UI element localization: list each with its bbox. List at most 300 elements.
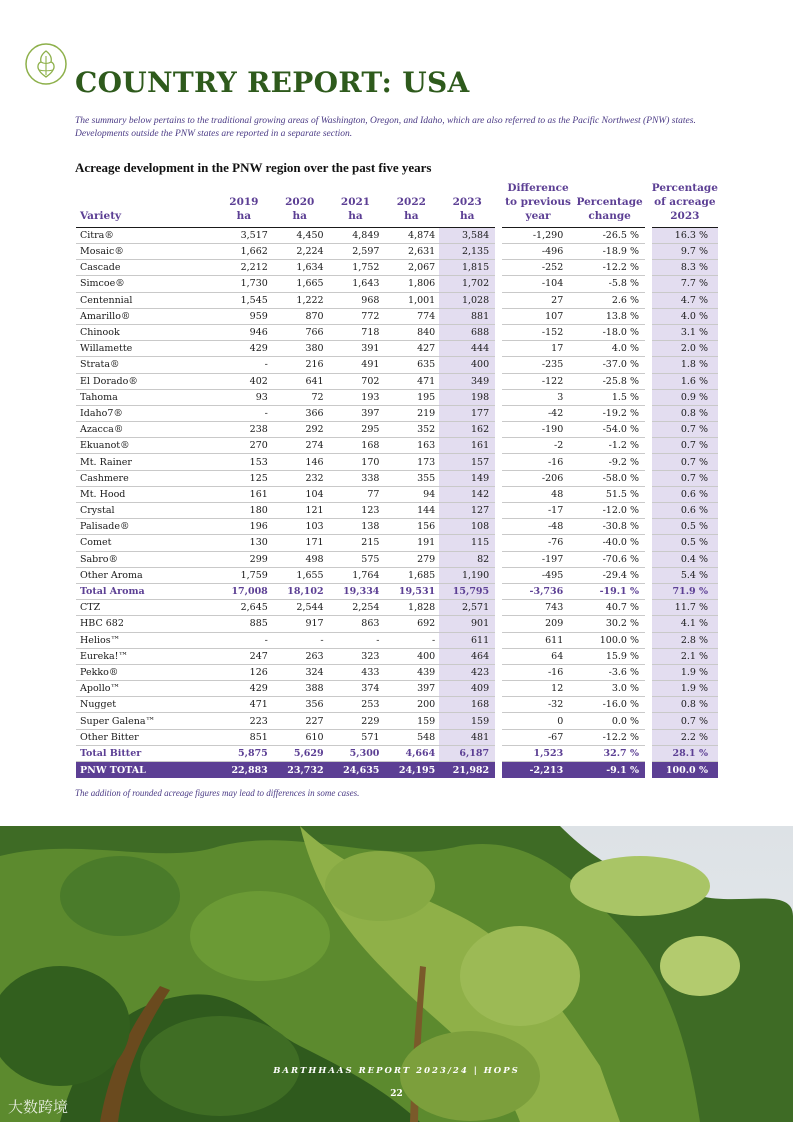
ha-2021-cell: 253 xyxy=(328,697,384,713)
ha-2020-cell: 171 xyxy=(272,535,328,551)
percentage-change-cell: 1.5 % xyxy=(574,390,645,406)
difference-cell: -197 xyxy=(502,552,574,568)
ha-2021-cell: 323 xyxy=(328,649,384,665)
ha-2019-cell: 22,883 xyxy=(216,762,272,778)
ha-2019-cell: 93 xyxy=(216,390,272,406)
acreage-share-cell: 0.7 % xyxy=(652,471,718,487)
ha-2021-cell: 170 xyxy=(328,454,384,470)
ha-2021-cell: 491 xyxy=(328,357,384,373)
ha-2021-cell: 968 xyxy=(328,293,384,309)
difference-cell: -16 xyxy=(502,665,574,681)
ha-2020-cell: - xyxy=(272,633,328,649)
ha-2022-cell: 159 xyxy=(383,713,439,729)
ha-2020-cell: 18,102 xyxy=(272,584,328,600)
ha-2023-cell: 159 xyxy=(439,713,495,729)
table-row xyxy=(76,519,718,535)
ha-2022-cell: 144 xyxy=(383,503,439,519)
percentage-change-cell: -18.9 % xyxy=(574,244,645,260)
ha-2020-cell: 23,732 xyxy=(272,762,328,778)
table-row xyxy=(76,681,718,697)
difference-cell: -2 xyxy=(502,438,574,454)
ha-2022-cell: 195 xyxy=(383,390,439,406)
ha-2021-cell: 4,849 xyxy=(328,227,384,244)
acreage-share-cell: 0.7 % xyxy=(652,713,718,729)
ha-2022-cell: 163 xyxy=(383,438,439,454)
watermark-text: 大数跨境 xyxy=(8,1098,69,1116)
ha-2021-cell: 718 xyxy=(328,325,384,341)
percentage-change-cell: -12.2 % xyxy=(574,260,645,276)
variety-cell: Simcoe® xyxy=(76,276,216,292)
ha-2019-cell: 125 xyxy=(216,471,272,487)
variety-cell: Cascade xyxy=(76,260,216,276)
ha-2019-cell: 2,645 xyxy=(216,600,272,616)
table-row xyxy=(76,406,718,422)
ha-2020-cell: 388 xyxy=(272,681,328,697)
ha-2022-cell: 2,631 xyxy=(383,244,439,260)
ha-2020-cell: 610 xyxy=(272,730,328,746)
difference-cell: 107 xyxy=(502,309,574,325)
ha-2021-cell: 433 xyxy=(328,665,384,681)
variety-cell: Idaho7® xyxy=(76,406,216,422)
difference-cell: -122 xyxy=(502,374,574,390)
acreage-share-cell: 1.9 % xyxy=(652,681,718,697)
acreage-share-cell: 0.9 % xyxy=(652,390,718,406)
ha-2023-cell: 444 xyxy=(439,341,495,357)
ha-2022-cell: 692 xyxy=(383,616,439,632)
pnw-total-row xyxy=(76,762,718,778)
ha-2023-cell: 6,187 xyxy=(439,746,495,762)
ha-2023-cell: 2,571 xyxy=(439,600,495,616)
difference-cell: 64 xyxy=(502,649,574,665)
ha-2021-cell: 193 xyxy=(328,390,384,406)
difference-cell: -1,290 xyxy=(502,227,574,244)
ha-2021-cell: 24,635 xyxy=(328,762,384,778)
difference-cell: -67 xyxy=(502,730,574,746)
acreage-share-cell: 1.6 % xyxy=(652,374,718,390)
table-row xyxy=(76,487,718,503)
ha-2023-cell: 400 xyxy=(439,357,495,373)
intro-paragraph: The summary below pertains to the traditional growing areas of Washington, Oregon, and Idaho, which are also referred to as the Pacific Northwest (PNW) states. Developments outside the PNW states are reported in a separate section. xyxy=(75,116,696,139)
ha-2022-cell: 548 xyxy=(383,730,439,746)
difference-cell: 48 xyxy=(502,487,574,503)
percentage-change-cell: -25.8 % xyxy=(574,374,645,390)
ha-2021-cell: 391 xyxy=(328,341,384,357)
variety-cell: PNW TOTAL xyxy=(76,762,216,778)
acreage-share-cell: 5.4 % xyxy=(652,568,718,584)
ha-2022-cell: 4,664 xyxy=(383,746,439,762)
ha-2022-cell: 397 xyxy=(383,681,439,697)
difference-cell: -17 xyxy=(502,503,574,519)
variety-cell: HBC 682 xyxy=(76,616,216,632)
table-row xyxy=(76,471,718,487)
acreage-share-cell: 16.3 % xyxy=(652,227,718,244)
ha-2022-cell: 400 xyxy=(383,649,439,665)
table-row xyxy=(76,454,718,470)
ha-2022-cell: 279 xyxy=(383,552,439,568)
table-row xyxy=(76,600,718,616)
ha-2021-cell: 575 xyxy=(328,552,384,568)
variety-cell: Sabro® xyxy=(76,552,216,568)
ha-2020-cell: 356 xyxy=(272,697,328,713)
ha-2019-cell: - xyxy=(216,633,272,649)
footnote: The addition of rounded acreage figures may lead to differences in some cases. xyxy=(75,788,360,798)
ha-2019-cell: 429 xyxy=(216,681,272,697)
percentage-change-cell: -12.0 % xyxy=(574,503,645,519)
table-row xyxy=(76,276,718,292)
ha-2023-cell: 481 xyxy=(439,730,495,746)
table-row xyxy=(76,730,718,746)
percentage-change-cell: 13.8 % xyxy=(574,309,645,325)
ha-2021-cell: 702 xyxy=(328,374,384,390)
percentage-change-cell: 100.0 % xyxy=(574,633,645,649)
difference-cell: -48 xyxy=(502,519,574,535)
acreage-share-cell: 3.1 % xyxy=(652,325,718,341)
variety-cell: Tahoma xyxy=(76,390,216,406)
percentage-change-cell: -9.1 % xyxy=(574,762,645,778)
variety-cell: Nugget xyxy=(76,697,216,713)
ha-2021-cell: 5,300 xyxy=(328,746,384,762)
ha-2020-cell: 380 xyxy=(272,341,328,357)
variety-cell: Mosaic® xyxy=(76,244,216,260)
acreage-share-cell: 2.0 % xyxy=(652,341,718,357)
ha-2021-cell: 77 xyxy=(328,487,384,503)
percentage-change-cell: -5.8 % xyxy=(574,276,645,292)
variety-cell: Ekuanot® xyxy=(76,438,216,454)
ha-2019-cell: 1,759 xyxy=(216,568,272,584)
difference-cell: 1,523 xyxy=(502,746,574,762)
ha-2019-cell: - xyxy=(216,357,272,373)
ha-2022-cell: 156 xyxy=(383,519,439,535)
ha-2022-cell: 471 xyxy=(383,374,439,390)
ha-2023-cell: 409 xyxy=(439,681,495,697)
ha-2023-cell: 1,815 xyxy=(439,260,495,276)
table-header-row xyxy=(76,179,718,227)
ha-2020-cell: 1,634 xyxy=(272,260,328,276)
ha-2020-cell: 917 xyxy=(272,616,328,632)
ha-2023-cell: 3,584 xyxy=(439,227,495,244)
ha-2023-cell: 157 xyxy=(439,454,495,470)
ha-2022-cell: 635 xyxy=(383,357,439,373)
table-row xyxy=(76,293,718,309)
acreage-share-cell: 4.7 % xyxy=(652,293,718,309)
percentage-change-cell: -58.0 % xyxy=(574,471,645,487)
acreage-share-cell: 0.5 % xyxy=(652,535,718,551)
difference-cell: 17 xyxy=(502,341,574,357)
difference-cell: -76 xyxy=(502,535,574,551)
ha-2021-cell: 772 xyxy=(328,309,384,325)
table-row xyxy=(76,422,718,438)
ha-2020-cell: 324 xyxy=(272,665,328,681)
ha-2023-cell: 115 xyxy=(439,535,495,551)
ha-2020-cell: 1,655 xyxy=(272,568,328,584)
ha-2023-cell: 688 xyxy=(439,325,495,341)
variety-cell: Amarillo® xyxy=(76,309,216,325)
ha-2021-cell: 138 xyxy=(328,519,384,535)
acreage-share-cell: 0.7 % xyxy=(652,454,718,470)
acreage-share-cell: 1.8 % xyxy=(652,357,718,373)
ha-2021-cell: 123 xyxy=(328,503,384,519)
variety-cell: Total Bitter xyxy=(76,746,216,762)
ha-2020-cell: 274 xyxy=(272,438,328,454)
ha-2019-cell: 223 xyxy=(216,713,272,729)
variety-cell: Other Bitter xyxy=(76,730,216,746)
variety-cell: CTZ xyxy=(76,600,216,616)
ha-2019-cell: 959 xyxy=(216,309,272,325)
variety-cell: Comet xyxy=(76,535,216,551)
ha-2022-cell: 94 xyxy=(383,487,439,503)
ha-2023-cell: 349 xyxy=(439,374,495,390)
table-row xyxy=(76,390,718,406)
acreage-share-cell: 0.7 % xyxy=(652,438,718,454)
difference-cell: 3 xyxy=(502,390,574,406)
percentage-change-cell: 2.6 % xyxy=(574,293,645,309)
variety-cell: Azacca® xyxy=(76,422,216,438)
ha-2020-cell: 216 xyxy=(272,357,328,373)
ha-2023-cell: 198 xyxy=(439,390,495,406)
variety-cell: Palisade® xyxy=(76,519,216,535)
header-2020: 2020 ha xyxy=(285,196,315,222)
percentage-change-cell: -40.0 % xyxy=(574,535,645,551)
variety-cell: Mt. Rainer xyxy=(76,454,216,470)
ha-2019-cell: 402 xyxy=(216,374,272,390)
variety-cell: Helios™ xyxy=(76,633,216,649)
percentage-change-cell: -1.2 % xyxy=(574,438,645,454)
acreage-share-cell: 28.1 % xyxy=(652,746,718,762)
table-row xyxy=(76,325,718,341)
ha-2020-cell: 72 xyxy=(272,390,328,406)
acreage-share-cell: 9.7 % xyxy=(652,244,718,260)
ha-2021-cell: 1,764 xyxy=(328,568,384,584)
percentage-change-cell: 15.9 % xyxy=(574,649,645,665)
difference-cell: -495 xyxy=(502,568,574,584)
ha-2023-cell: 177 xyxy=(439,406,495,422)
variety-cell: Other Aroma xyxy=(76,568,216,584)
ha-2023-cell: 149 xyxy=(439,471,495,487)
acreage-share-cell: 1.9 % xyxy=(652,665,718,681)
acreage-share-cell: 0.4 % xyxy=(652,552,718,568)
ha-2022-cell: 200 xyxy=(383,697,439,713)
subtotal-row xyxy=(76,584,718,600)
percentage-change-cell: 4.0 % xyxy=(574,341,645,357)
ha-2022-cell: 19,531 xyxy=(383,584,439,600)
percentage-change-cell: -30.8 % xyxy=(574,519,645,535)
ha-2019-cell: - xyxy=(216,406,272,422)
difference-cell: -235 xyxy=(502,357,574,373)
percentage-change-cell: -19.2 % xyxy=(574,406,645,422)
table-row xyxy=(76,438,718,454)
variety-cell: Apollo™ xyxy=(76,681,216,697)
ha-2023-cell: 162 xyxy=(439,422,495,438)
table-row xyxy=(76,227,718,244)
difference-cell: -190 xyxy=(502,422,574,438)
acreage-share-cell: 0.8 % xyxy=(652,697,718,713)
percentage-change-cell: -54.0 % xyxy=(574,422,645,438)
ha-2021-cell: 338 xyxy=(328,471,384,487)
difference-cell: 0 xyxy=(502,713,574,729)
difference-cell: -16 xyxy=(502,454,574,470)
footer-text: BARTHHAAS REPORT 2023/24 | HOPS xyxy=(273,1066,520,1076)
header-variety: Variety xyxy=(80,210,122,222)
ha-2022-cell: 1,001 xyxy=(383,293,439,309)
acreage-share-cell: 0.6 % xyxy=(652,487,718,503)
table-row xyxy=(76,374,718,390)
header-2022: 2022 ha xyxy=(396,196,426,222)
ha-2020-cell: 498 xyxy=(272,552,328,568)
ha-2020-cell: 232 xyxy=(272,471,328,487)
ha-2019-cell: 3,517 xyxy=(216,227,272,244)
percentage-change-cell: -12.2 % xyxy=(574,730,645,746)
ha-2019-cell: 471 xyxy=(216,697,272,713)
ha-2022-cell: 24,195 xyxy=(383,762,439,778)
ha-2019-cell: 17,008 xyxy=(216,584,272,600)
variety-cell: Willamette xyxy=(76,341,216,357)
ha-2020-cell: 292 xyxy=(272,422,328,438)
acreage-share-cell: 7.7 % xyxy=(652,276,718,292)
ha-2021-cell: - xyxy=(328,633,384,649)
ha-2019-cell: 429 xyxy=(216,341,272,357)
percentage-change-cell: -29.4 % xyxy=(574,568,645,584)
ha-2023-cell: 168 xyxy=(439,697,495,713)
percentage-change-cell: -9.2 % xyxy=(574,454,645,470)
ha-2020-cell: 366 xyxy=(272,406,328,422)
variety-cell: Eureka!™ xyxy=(76,649,216,665)
percentage-change-cell: -3.6 % xyxy=(574,665,645,681)
ha-2021-cell: 2,254 xyxy=(328,600,384,616)
ha-2023-cell: 108 xyxy=(439,519,495,535)
ha-2019-cell: 2,212 xyxy=(216,260,272,276)
acreage-share-cell: 0.5 % xyxy=(652,519,718,535)
ha-2020-cell: 870 xyxy=(272,309,328,325)
percentage-change-cell: 32.7 % xyxy=(574,746,645,762)
difference-cell: 27 xyxy=(502,293,574,309)
table-row xyxy=(76,713,718,729)
variety-cell: Cashmere xyxy=(76,471,216,487)
hop-plants-photo xyxy=(0,826,793,1122)
ha-2023-cell: 901 xyxy=(439,616,495,632)
acreage-share-cell: 11.7 % xyxy=(652,600,718,616)
table-row xyxy=(76,357,718,373)
ha-2019-cell: 161 xyxy=(216,487,272,503)
ha-2021-cell: 863 xyxy=(328,616,384,632)
ha-2023-cell: 142 xyxy=(439,487,495,503)
ha-2020-cell: 2,224 xyxy=(272,244,328,260)
ha-2021-cell: 374 xyxy=(328,681,384,697)
ha-2020-cell: 1,665 xyxy=(272,276,328,292)
ha-2021-cell: 571 xyxy=(328,730,384,746)
percentage-change-cell: 3.0 % xyxy=(574,681,645,697)
percentage-change-cell: -19.1 % xyxy=(574,584,645,600)
ha-2019-cell: 270 xyxy=(216,438,272,454)
percentage-change-cell: 40.7 % xyxy=(574,600,645,616)
ha-2021-cell: 1,643 xyxy=(328,276,384,292)
ha-2022-cell: 173 xyxy=(383,454,439,470)
variety-cell: Super Galena™ xyxy=(76,713,216,729)
ha-2020-cell: 2,544 xyxy=(272,600,328,616)
ha-2022-cell: 439 xyxy=(383,665,439,681)
difference-cell: -206 xyxy=(502,471,574,487)
acreage-share-cell: 8.3 % xyxy=(652,260,718,276)
ha-2021-cell: 397 xyxy=(328,406,384,422)
ha-2020-cell: 4,450 xyxy=(272,227,328,244)
variety-cell: Pekko® xyxy=(76,665,216,681)
ha-2019-cell: 885 xyxy=(216,616,272,632)
ha-2021-cell: 295 xyxy=(328,422,384,438)
page-title: COUNTRY REPORT: USA xyxy=(75,66,470,99)
difference-cell: -3,736 xyxy=(502,584,574,600)
hop-cone-icon xyxy=(24,42,68,86)
acreage-share-cell: 0.6 % xyxy=(652,503,718,519)
ha-2019-cell: 1,730 xyxy=(216,276,272,292)
difference-cell: -42 xyxy=(502,406,574,422)
ha-2022-cell: 355 xyxy=(383,471,439,487)
variety-cell: Strata® xyxy=(76,357,216,373)
variety-cell: Crystal xyxy=(76,503,216,519)
table-row xyxy=(76,260,718,276)
ha-2020-cell: 121 xyxy=(272,503,328,519)
table-row xyxy=(76,633,718,649)
difference-cell: -104 xyxy=(502,276,574,292)
difference-cell: -496 xyxy=(502,244,574,260)
ha-2021-cell: 168 xyxy=(328,438,384,454)
table-row xyxy=(76,568,718,584)
ha-2019-cell: 247 xyxy=(216,649,272,665)
percentage-change-cell: -26.5 % xyxy=(574,227,645,244)
acreage-share-cell: 2.8 % xyxy=(652,633,718,649)
ha-2023-cell: 423 xyxy=(439,665,495,681)
ha-2019-cell: 238 xyxy=(216,422,272,438)
ha-2022-cell: - xyxy=(383,633,439,649)
difference-cell: -32 xyxy=(502,697,574,713)
ha-2022-cell: 427 xyxy=(383,341,439,357)
ha-2020-cell: 641 xyxy=(272,374,328,390)
table-row xyxy=(76,503,718,519)
difference-cell: -152 xyxy=(502,325,574,341)
ha-2022-cell: 191 xyxy=(383,535,439,551)
table-row xyxy=(76,244,718,260)
acreage-table xyxy=(76,179,718,778)
variety-cell: Mt. Hood xyxy=(76,487,216,503)
variety-cell: Centennial xyxy=(76,293,216,309)
subtotal-row xyxy=(76,746,718,762)
ha-2023-cell: 127 xyxy=(439,503,495,519)
ha-2023-cell: 611 xyxy=(439,633,495,649)
ha-2019-cell: 196 xyxy=(216,519,272,535)
percentage-change-cell: -37.0 % xyxy=(574,357,645,373)
table-row xyxy=(76,309,718,325)
ha-2021-cell: 215 xyxy=(328,535,384,551)
acreage-share-cell: 4.0 % xyxy=(652,309,718,325)
ha-2020-cell: 5,629 xyxy=(272,746,328,762)
ha-2023-cell: 464 xyxy=(439,649,495,665)
ha-2019-cell: 180 xyxy=(216,503,272,519)
ha-2019-cell: 126 xyxy=(216,665,272,681)
ha-2020-cell: 146 xyxy=(272,454,328,470)
acreage-share-cell: 71.9 % xyxy=(652,584,718,600)
ha-2019-cell: 851 xyxy=(216,730,272,746)
table-row xyxy=(76,341,718,357)
header-2019: 2019 ha xyxy=(229,196,259,222)
table-row xyxy=(76,665,718,681)
ha-2022-cell: 4,874 xyxy=(383,227,439,244)
ha-2022-cell: 774 xyxy=(383,309,439,325)
acreage-share-cell: 100.0 % xyxy=(652,762,718,778)
ha-2022-cell: 1,806 xyxy=(383,276,439,292)
ha-2023-cell: 2,135 xyxy=(439,244,495,260)
ha-2020-cell: 104 xyxy=(272,487,328,503)
header-2021: 2021 ha xyxy=(340,196,371,222)
difference-cell: -2,213 xyxy=(502,762,574,778)
variety-cell: Chinook xyxy=(76,325,216,341)
